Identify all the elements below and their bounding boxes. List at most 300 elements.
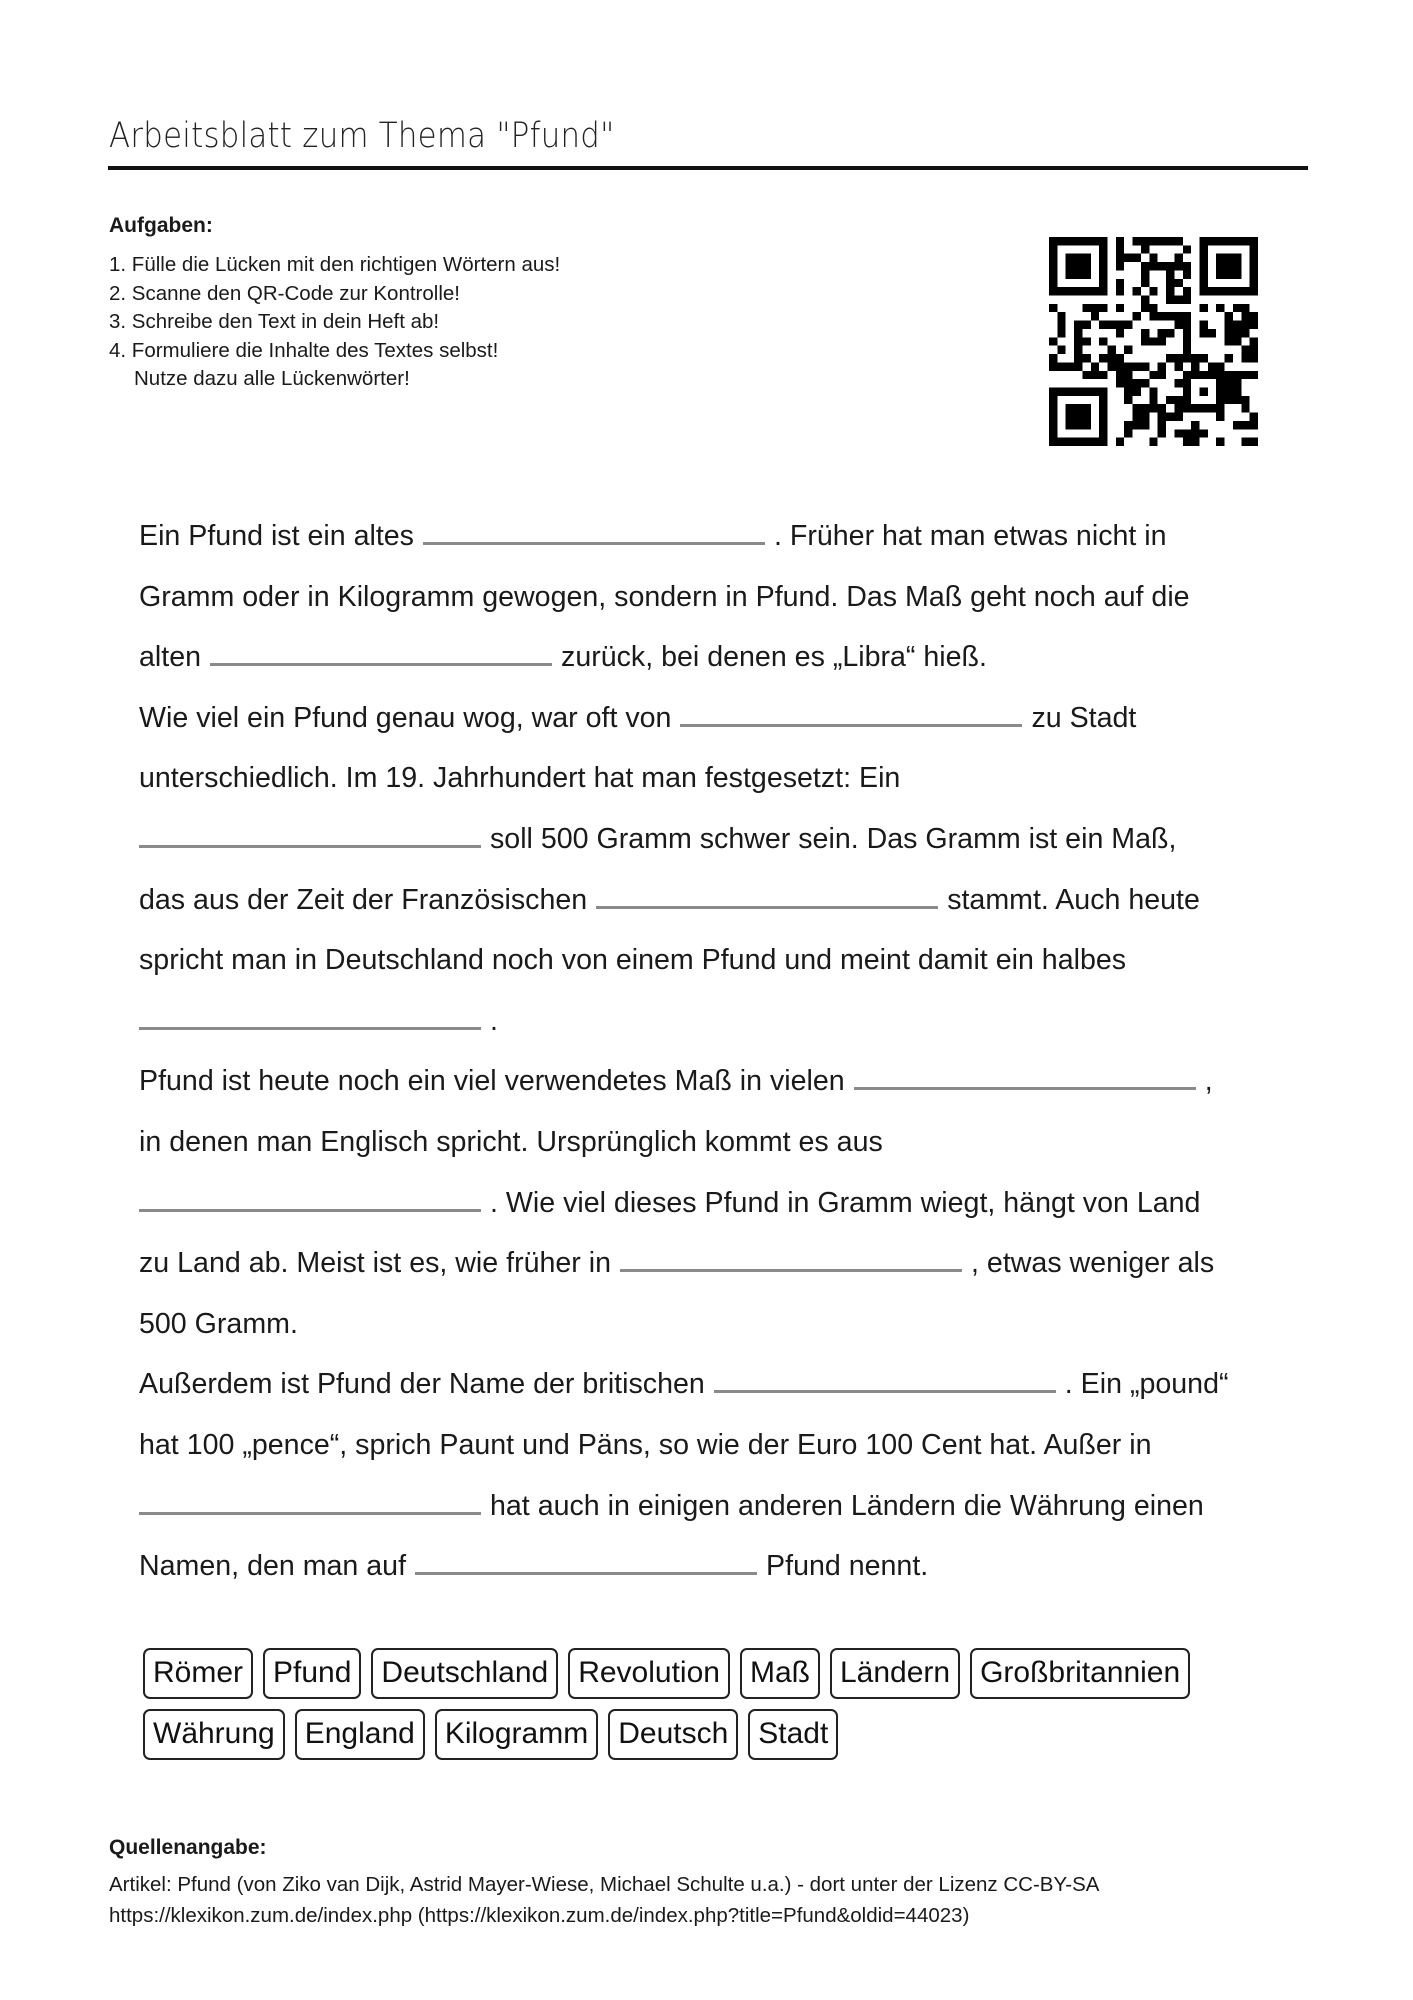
qr-module bbox=[1141, 245, 1149, 253]
task-item: 1. Fülle die Lücken mit den richtigen Wörtern aus! bbox=[109, 253, 561, 276]
qr-module bbox=[1183, 262, 1191, 270]
qr-module bbox=[1091, 371, 1099, 379]
qr-module bbox=[1149, 237, 1157, 245]
qr-module bbox=[1141, 262, 1149, 270]
qr-module bbox=[1183, 396, 1191, 404]
qr-module bbox=[1250, 421, 1258, 429]
qr-module bbox=[1091, 438, 1099, 446]
qr-module bbox=[1233, 329, 1241, 337]
qr-module bbox=[1141, 421, 1149, 429]
qr-module bbox=[1225, 312, 1233, 320]
cloze-text-segment: Ein Pfund ist ein altes bbox=[139, 520, 414, 552]
source-article-line: Artikel: Pfund (von Ziko van Dijk, Astrid Mayer-Wiese, Michael Schulte u.a.) - dort unter der Lizenz CC-BY-SA bbox=[109, 1873, 1100, 1896]
qr-module bbox=[1057, 387, 1065, 395]
qr-module bbox=[1208, 329, 1216, 337]
word-bank-row bbox=[143, 1648, 1293, 1699]
qr-module bbox=[1233, 337, 1241, 345]
cloze-text-segment: Außerdem ist Pfund der Name der britischen bbox=[139, 1368, 705, 1401]
qr-module bbox=[1250, 312, 1258, 320]
qr-module bbox=[1174, 312, 1182, 320]
qr-module bbox=[1183, 429, 1191, 437]
qr-module bbox=[1124, 254, 1132, 262]
qr-module bbox=[1066, 254, 1074, 262]
qr-module bbox=[1216, 396, 1224, 404]
qr-module bbox=[1082, 421, 1090, 429]
qr-module bbox=[1191, 421, 1199, 429]
qr-module bbox=[1183, 379, 1191, 387]
qr-module bbox=[1225, 387, 1233, 395]
qr-module bbox=[1199, 262, 1207, 270]
qr-module bbox=[1082, 387, 1090, 395]
blank-field[interactable] bbox=[139, 1187, 481, 1212]
word-bank bbox=[143, 1648, 1293, 1770]
blank-field[interactable] bbox=[139, 1005, 481, 1030]
qr-module bbox=[1082, 304, 1090, 312]
qr-module bbox=[1199, 270, 1207, 278]
qr-module bbox=[1141, 362, 1149, 370]
qr-module bbox=[1099, 413, 1107, 421]
qr-module bbox=[1091, 304, 1099, 312]
qr-module bbox=[1183, 329, 1191, 337]
word-chip[interactable]: England bbox=[295, 1709, 425, 1760]
cloze-text-segment: Gramm oder in Kilogramm gewogen, sondern in Pfund. Das Maß geht noch auf die bbox=[139, 580, 1190, 613]
cloze-line bbox=[139, 1354, 1229, 1414]
cloze-line bbox=[139, 627, 987, 687]
blank-field[interactable] bbox=[139, 823, 481, 848]
qr-module bbox=[1158, 421, 1166, 429]
qr-module bbox=[1149, 312, 1157, 320]
qr-module bbox=[1116, 287, 1124, 295]
qr-module bbox=[1183, 287, 1191, 295]
qr-module bbox=[1166, 279, 1174, 287]
qr-module bbox=[1082, 321, 1090, 329]
qr-module bbox=[1099, 237, 1107, 245]
qr-module bbox=[1183, 404, 1191, 412]
qr-module bbox=[1158, 429, 1166, 437]
qr-module bbox=[1141, 237, 1149, 245]
qr-module bbox=[1241, 396, 1249, 404]
word-chip[interactable]: Großbritannien bbox=[970, 1648, 1190, 1699]
qr-module bbox=[1049, 354, 1057, 362]
qr-module bbox=[1250, 279, 1258, 287]
qr-module bbox=[1074, 254, 1082, 262]
qr-module bbox=[1158, 329, 1166, 337]
qr-module bbox=[1225, 396, 1233, 404]
qr-module bbox=[1225, 237, 1233, 245]
qr-module bbox=[1108, 346, 1116, 354]
task-item: 2. Scanne den QR-Code zur Kontrolle! bbox=[109, 281, 460, 305]
cloze-text-segment: zu Land ab. Meist ist es, wie früher in bbox=[139, 1247, 612, 1280]
qr-module bbox=[1183, 245, 1191, 253]
qr-module bbox=[1124, 387, 1132, 395]
cloze-line bbox=[139, 748, 900, 808]
qr-module bbox=[1241, 354, 1249, 362]
qr-module bbox=[1082, 270, 1090, 278]
qr-code-icon[interactable] bbox=[1049, 237, 1258, 446]
cloze-line bbox=[139, 1051, 1213, 1111]
qr-module bbox=[1158, 262, 1166, 270]
qr-module bbox=[1099, 421, 1107, 429]
cloze-line bbox=[139, 1112, 883, 1172]
qr-module bbox=[1133, 387, 1141, 395]
qr-module bbox=[1124, 371, 1132, 379]
qr-module bbox=[1241, 346, 1249, 354]
cloze-text-segment: in denen man Englisch spricht. Ursprünglich kommt es aus bbox=[139, 1126, 883, 1158]
qr-module bbox=[1074, 404, 1082, 412]
word-chip[interactable]: Maß bbox=[740, 1648, 820, 1699]
qr-module bbox=[1216, 304, 1224, 312]
qr-module bbox=[1124, 362, 1132, 370]
cloze-text-segment: . Wie viel dieses Pfund in Gramm wiegt, hängt von Land bbox=[490, 1186, 1201, 1219]
qr-module bbox=[1158, 237, 1166, 245]
qr-module bbox=[1074, 237, 1082, 245]
cloze-text-segment: . Ein „pound“ bbox=[1064, 1368, 1229, 1401]
qr-module bbox=[1133, 379, 1141, 387]
qr-module bbox=[1250, 438, 1258, 446]
qr-module bbox=[1074, 413, 1082, 421]
qr-module bbox=[1174, 237, 1182, 245]
qr-module bbox=[1074, 346, 1082, 354]
qr-module bbox=[1066, 404, 1074, 412]
cloze-line bbox=[139, 930, 1126, 990]
blank-field[interactable] bbox=[210, 641, 552, 666]
qr-module bbox=[1174, 296, 1182, 304]
qr-module bbox=[1225, 329, 1233, 337]
word-chip[interactable]: Deutschland bbox=[371, 1648, 558, 1699]
qr-module bbox=[1141, 413, 1149, 421]
qr-module bbox=[1049, 237, 1057, 245]
qr-module bbox=[1124, 421, 1132, 429]
qr-module bbox=[1233, 270, 1241, 278]
blank-field[interactable] bbox=[854, 1065, 1196, 1090]
cloze-text-segment: Pfund nennt. bbox=[766, 1550, 929, 1583]
qr-module bbox=[1124, 379, 1132, 387]
qr-module bbox=[1225, 379, 1233, 387]
qr-module bbox=[1141, 304, 1149, 312]
qr-module bbox=[1141, 270, 1149, 278]
qr-module bbox=[1082, 287, 1090, 295]
blank-field[interactable] bbox=[415, 1550, 757, 1575]
qr-module bbox=[1066, 262, 1074, 270]
qr-module bbox=[1091, 362, 1099, 370]
word-chip[interactable]: Ländern bbox=[830, 1648, 960, 1699]
qr-module bbox=[1241, 287, 1249, 295]
qr-module bbox=[1133, 421, 1141, 429]
qr-module bbox=[1057, 329, 1065, 337]
qr-module bbox=[1074, 387, 1082, 395]
qr-module bbox=[1216, 404, 1224, 412]
qr-module bbox=[1066, 421, 1074, 429]
qr-module bbox=[1216, 362, 1224, 370]
qr-module bbox=[1049, 362, 1057, 370]
qr-module bbox=[1166, 287, 1174, 295]
qr-module bbox=[1082, 262, 1090, 270]
qr-module bbox=[1066, 237, 1074, 245]
qr-module bbox=[1116, 262, 1124, 270]
blank-field[interactable] bbox=[596, 884, 938, 909]
qr-module bbox=[1199, 371, 1207, 379]
qr-module bbox=[1099, 429, 1107, 437]
qr-module bbox=[1250, 270, 1258, 278]
qr-module bbox=[1049, 438, 1057, 446]
qr-module bbox=[1057, 438, 1065, 446]
qr-module bbox=[1116, 362, 1124, 370]
qr-module bbox=[1099, 254, 1107, 262]
qr-module bbox=[1199, 329, 1207, 337]
qr-module bbox=[1074, 421, 1082, 429]
cloze-line bbox=[139, 567, 1190, 627]
cloze-text-segment: hat 100 „pence“, sprich Paunt und Päns, so wie der Euro 100 Cent hat. Außer in bbox=[139, 1429, 1152, 1461]
qr-module bbox=[1208, 287, 1216, 295]
cloze-text-segment: unterschiedlich. Im 19. Jahrhundert hat man festgesetzt: Ein bbox=[139, 762, 901, 795]
qr-module bbox=[1241, 237, 1249, 245]
qr-module bbox=[1233, 262, 1241, 270]
qr-module bbox=[1199, 304, 1207, 312]
qr-module bbox=[1057, 312, 1065, 320]
qr-module bbox=[1174, 354, 1182, 362]
qr-module bbox=[1149, 371, 1157, 379]
qr-module bbox=[1208, 237, 1216, 245]
qr-module bbox=[1049, 404, 1057, 412]
qr-module bbox=[1166, 396, 1174, 404]
qr-module bbox=[1183, 371, 1191, 379]
qr-module bbox=[1074, 321, 1082, 329]
qr-module bbox=[1099, 270, 1107, 278]
cloze-text-segment: Namen, den man auf bbox=[139, 1550, 407, 1583]
qr-module bbox=[1099, 262, 1107, 270]
qr-module bbox=[1225, 321, 1233, 329]
qr-module bbox=[1250, 413, 1258, 421]
qr-module bbox=[1091, 312, 1099, 320]
qr-module bbox=[1074, 362, 1082, 370]
qr-module bbox=[1149, 337, 1157, 345]
qr-module bbox=[1250, 254, 1258, 262]
qr-module bbox=[1133, 413, 1141, 421]
title-divider bbox=[108, 166, 1308, 170]
qr-module bbox=[1216, 379, 1224, 387]
qr-module bbox=[1208, 362, 1216, 370]
qr-module bbox=[1174, 279, 1182, 287]
cloze-line bbox=[139, 1476, 1204, 1536]
qr-module bbox=[1149, 404, 1157, 412]
qr-module bbox=[1183, 321, 1191, 329]
qr-module bbox=[1158, 371, 1166, 379]
qr-module bbox=[1208, 371, 1216, 379]
qr-module bbox=[1074, 354, 1082, 362]
qr-module bbox=[1158, 413, 1166, 421]
qr-module bbox=[1149, 387, 1157, 395]
qr-module bbox=[1158, 312, 1166, 320]
qr-module bbox=[1074, 262, 1082, 270]
qr-module bbox=[1250, 237, 1258, 245]
cloze-text-segment: stammt. Auch heute bbox=[947, 883, 1200, 916]
qr-module bbox=[1225, 337, 1233, 345]
qr-module bbox=[1158, 404, 1166, 412]
cloze-line bbox=[139, 1536, 928, 1596]
qr-module bbox=[1057, 346, 1065, 354]
qr-module bbox=[1199, 387, 1207, 395]
qr-module bbox=[1174, 262, 1182, 270]
qr-module bbox=[1116, 321, 1124, 329]
cloze-line bbox=[139, 688, 1136, 748]
qr-module bbox=[1108, 362, 1116, 370]
qr-module bbox=[1099, 321, 1107, 329]
qr-module bbox=[1099, 279, 1107, 287]
qr-module bbox=[1141, 379, 1149, 387]
cloze-text-segment: . Früher hat man etwas nicht in bbox=[773, 520, 1167, 552]
qr-module bbox=[1074, 337, 1082, 345]
qr-module bbox=[1099, 354, 1107, 362]
qr-module bbox=[1066, 438, 1074, 446]
cloze-line bbox=[139, 1173, 1200, 1233]
qr-module bbox=[1099, 304, 1107, 312]
qr-module bbox=[1149, 438, 1157, 446]
qr-module bbox=[1049, 337, 1057, 345]
qr-module bbox=[1099, 404, 1107, 412]
qr-module bbox=[1174, 254, 1182, 262]
qr-module bbox=[1133, 312, 1141, 320]
qr-module bbox=[1241, 371, 1249, 379]
qr-module bbox=[1124, 396, 1132, 404]
qr-module bbox=[1199, 321, 1207, 329]
word-chip[interactable]: Kilogramm bbox=[435, 1709, 598, 1760]
cloze-text-segment: zurück, bei denen es „Libra“ hieß. bbox=[561, 641, 987, 674]
word-chip[interactable]: Revolution bbox=[568, 1648, 730, 1699]
qr-module bbox=[1250, 287, 1258, 295]
qr-module bbox=[1199, 287, 1207, 295]
qr-module bbox=[1049, 254, 1057, 262]
blank-field[interactable] bbox=[620, 1247, 962, 1272]
qr-module bbox=[1241, 421, 1249, 429]
qr-module bbox=[1116, 237, 1124, 245]
qr-module bbox=[1082, 337, 1090, 345]
qr-module bbox=[1141, 329, 1149, 337]
qr-module bbox=[1149, 304, 1157, 312]
qr-module bbox=[1216, 387, 1224, 395]
qr-module bbox=[1082, 254, 1090, 262]
qr-module bbox=[1108, 321, 1116, 329]
qr-module bbox=[1099, 438, 1107, 446]
qr-module bbox=[1074, 287, 1082, 295]
qr-module bbox=[1116, 354, 1124, 362]
cloze-text-segment: soll 500 Gramm schwer sein. Das Gramm ist ein Maß, bbox=[490, 823, 1177, 855]
qr-module bbox=[1091, 287, 1099, 295]
qr-module bbox=[1049, 279, 1057, 287]
qr-module bbox=[1099, 245, 1107, 253]
qr-module bbox=[1250, 262, 1258, 270]
source-url-line: https://klexikon.zum.de/index.php (https://klexikon.zum.de/index.php?title=Pfund&oldid=44023) bbox=[109, 1904, 970, 1927]
cloze-text-segment: Wie viel ein Pfund genau wog, war oft von bbox=[139, 701, 672, 734]
qr-module bbox=[1225, 270, 1233, 278]
qr-module bbox=[1074, 438, 1082, 446]
qr-module bbox=[1082, 354, 1090, 362]
qr-module bbox=[1191, 438, 1199, 446]
qr-module bbox=[1174, 404, 1182, 412]
cloze-text-segment: . bbox=[490, 1004, 498, 1037]
qr-module bbox=[1066, 387, 1074, 395]
cloze-text-segment: zu Stadt bbox=[1031, 701, 1137, 734]
qr-module bbox=[1133, 287, 1141, 295]
blank-field[interactable] bbox=[680, 702, 1022, 727]
qr-module bbox=[1216, 254, 1224, 262]
word-chip[interactable]: Währung bbox=[143, 1709, 285, 1760]
qr-module bbox=[1166, 270, 1174, 278]
cloze-line bbox=[139, 809, 1176, 869]
qr-module bbox=[1049, 413, 1057, 421]
cloze-line bbox=[139, 870, 1200, 930]
qr-module bbox=[1099, 371, 1107, 379]
word-chip[interactable]: Römer bbox=[143, 1648, 253, 1699]
qr-module bbox=[1233, 237, 1241, 245]
qr-module bbox=[1208, 404, 1216, 412]
qr-module bbox=[1174, 362, 1182, 370]
blank-field[interactable] bbox=[139, 1490, 481, 1515]
qr-module bbox=[1241, 321, 1249, 329]
cloze-text-segment: alten bbox=[139, 641, 202, 674]
qr-module bbox=[1116, 254, 1124, 262]
qr-module bbox=[1141, 279, 1149, 287]
word-chip[interactable]: Stadt bbox=[748, 1709, 838, 1760]
qr-module bbox=[1183, 346, 1191, 354]
qr-module bbox=[1233, 421, 1241, 429]
qr-module bbox=[1174, 379, 1182, 387]
qr-module bbox=[1183, 337, 1191, 345]
qr-module bbox=[1074, 329, 1082, 337]
qr-module bbox=[1141, 337, 1149, 345]
qr-module bbox=[1149, 287, 1157, 295]
word-chip[interactable]: Deutsch bbox=[608, 1709, 738, 1760]
qr-module bbox=[1133, 237, 1141, 245]
qr-module bbox=[1216, 270, 1224, 278]
qr-module bbox=[1141, 296, 1149, 304]
qr-module bbox=[1099, 337, 1107, 345]
qr-module bbox=[1233, 379, 1241, 387]
qr-module bbox=[1183, 438, 1191, 446]
blank-field[interactable] bbox=[714, 1368, 1056, 1393]
qr-module bbox=[1124, 346, 1132, 354]
qr-module bbox=[1049, 287, 1057, 295]
tasks-heading: Aufgaben: bbox=[109, 214, 213, 237]
blank-field[interactable] bbox=[423, 520, 765, 545]
task-item: 4. Formuliere die Inhalte des Textes selbst! bbox=[109, 338, 499, 362]
qr-module bbox=[1049, 270, 1057, 278]
qr-module bbox=[1166, 354, 1174, 362]
qr-module bbox=[1166, 329, 1174, 337]
qr-module bbox=[1066, 270, 1074, 278]
qr-module bbox=[1250, 371, 1258, 379]
qr-module bbox=[1233, 396, 1241, 404]
qr-module bbox=[1141, 404, 1149, 412]
qr-module bbox=[1216, 262, 1224, 270]
cloze-line bbox=[139, 1415, 1152, 1475]
qr-module bbox=[1066, 413, 1074, 421]
qr-module bbox=[1091, 237, 1099, 245]
qr-module bbox=[1241, 312, 1249, 320]
cloze-line bbox=[139, 1233, 1214, 1293]
qr-module bbox=[1166, 296, 1174, 304]
qr-module bbox=[1174, 396, 1182, 404]
task-item: Nutze dazu alle Lückenwörter! bbox=[134, 367, 410, 391]
cloze-text-segment: , etwas weniger als bbox=[971, 1247, 1215, 1280]
qr-module bbox=[1057, 287, 1065, 295]
cloze-text-segment: Pfund ist heute noch ein viel verwendetes Maß in vielen bbox=[139, 1065, 845, 1098]
page-title: Arbeitsblatt zum Thema "Pfund" bbox=[109, 116, 615, 156]
qr-module bbox=[1225, 254, 1233, 262]
word-chip[interactable]: Pfund bbox=[263, 1648, 361, 1699]
qr-module bbox=[1250, 321, 1258, 329]
qr-module bbox=[1133, 254, 1141, 262]
task-item: 3. Schreibe den Text in dein Heft ab! bbox=[109, 310, 440, 334]
